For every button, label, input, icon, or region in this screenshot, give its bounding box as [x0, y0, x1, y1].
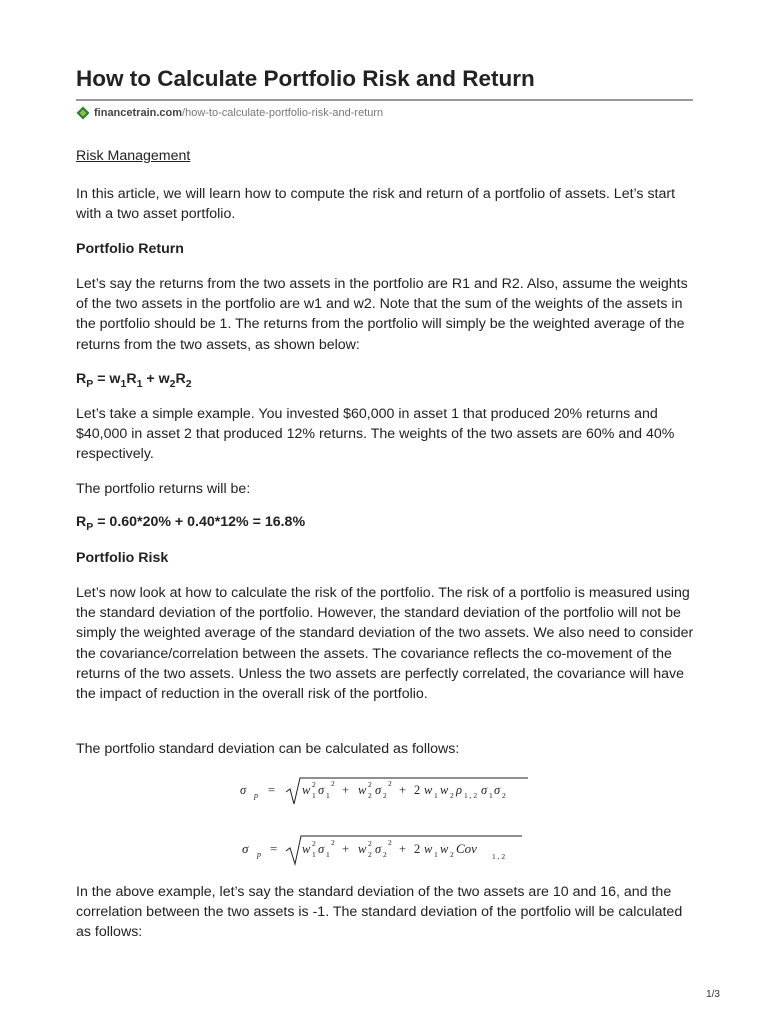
svg-text:2: 2 — [450, 791, 454, 800]
svg-text:w: w — [440, 783, 449, 797]
source-link[interactable] — [76, 106, 383, 120]
svg-text:σ: σ — [375, 842, 382, 856]
svg-text:+: + — [342, 783, 350, 797]
svg-text:2: 2 — [331, 779, 335, 788]
sd-correlation-equation — [236, 774, 536, 808]
svg-text:σ: σ — [481, 783, 488, 797]
svg-text:1 , 2: 1 , 2 — [492, 852, 506, 861]
svg-text:+: + — [342, 842, 350, 856]
svg-text:p: p — [257, 850, 261, 859]
svg-text:w: w — [440, 842, 449, 856]
intro-paragraph: In this article, we will learn how to compute the risk and return of a portfolio of assets. Let’s start with a two asset portfolio. — [76, 186, 676, 223]
svg-text:=: = — [270, 841, 278, 856]
svg-text:1 , 2: 1 , 2 — [464, 791, 478, 800]
svg-text:σ: σ — [240, 783, 247, 797]
return-paragraph: Let’s say the returns from the two assets in the portfolio are R1 and R2. Also, assume the weights of the two assets in the portfolio are w1 and w2. Note that the sum of the weights of the assets in the portfolio should be 1. The returns from the portfolio will simply be the weighted average of the returns from the two assets, as shown below: — [76, 276, 688, 353]
svg-text:w: w — [358, 783, 367, 797]
source-domain: financetrain.com — [94, 107, 183, 119]
svg-text:ρ: ρ — [456, 783, 462, 797]
source-path: /how-to-calculate-portfolio-risk-and-return — [182, 107, 384, 119]
svg-text:1: 1 — [312, 850, 316, 859]
svg-text:2: 2 — [414, 842, 421, 856]
svg-text:σ: σ — [375, 783, 382, 797]
svg-text:1: 1 — [434, 850, 438, 859]
svg-text:2: 2 — [383, 791, 387, 800]
financetrain-logo-icon — [76, 106, 90, 120]
svg-text:σ: σ — [318, 842, 325, 856]
svg-text:+: + — [399, 783, 407, 797]
svg-text:2: 2 — [368, 839, 372, 848]
heading-portfolio-risk: Portfolio Risk — [76, 550, 169, 566]
svg-text:2: 2 — [368, 850, 372, 859]
svg-text:w: w — [424, 783, 433, 797]
return-formula: $R_P = w_1R_1 + w_2R_2$ — [76, 371, 192, 390]
svg-text:σ: σ — [494, 783, 501, 797]
article-title: How to Calculate Portfolio Risk and Return — [76, 66, 535, 91]
svg-text:2: 2 — [383, 850, 387, 859]
svg-text:w: w — [302, 783, 311, 797]
svg-text:2: 2 — [502, 791, 506, 800]
heading-portfolio-return: Portfolio Return — [76, 241, 184, 257]
svg-text:2: 2 — [368, 791, 372, 800]
svg-text:2: 2 — [450, 850, 454, 859]
page-number: 1/3 — [706, 989, 720, 1000]
category-link[interactable]: Risk Management — [76, 148, 191, 164]
svg-text:1: 1 — [326, 791, 330, 800]
svg-text:2: 2 — [388, 838, 392, 847]
svg-text:2: 2 — [388, 779, 392, 788]
risk-paragraph: Let’s now look at how to calculate the risk of the portfolio. The risk of a portfolio is measured using the standard deviation of the portfolio. However, the standard deviation of the portfolio will not be simply the weighted average of the standard deviation of the two assets. We also need to consider the covariance/correlation between the assets. The covariance reflects the co-movement of the returns of the two assets. Unless the two assets are perfectly correlated, the covariance will have the impact of reduction in the overall risk of the portfolio. — [76, 585, 694, 703]
svg-text:σ: σ — [318, 783, 325, 797]
svg-text:1: 1 — [326, 850, 330, 859]
result-formula: $R_P = 0.60*20\% + 0.40*12\% = 16.8\%$ — [76, 514, 306, 533]
svg-text:2: 2 — [331, 838, 335, 847]
svg-text:1: 1 — [434, 791, 438, 800]
sd-intro-text: The portfolio standard deviation can be calculated as follows: — [76, 741, 460, 757]
svg-text:w: w — [302, 842, 311, 856]
svg-text:w: w — [358, 842, 367, 856]
svg-text:2: 2 — [312, 780, 316, 789]
svg-text:Cov: Cov — [456, 841, 477, 856]
example2-paragraph: In the above example, let’s say the standard deviation of the two assets are 10 and 16, and the correlation between the two assets is -1. The standard deviation of the portfolio will be calculated as follows: — [76, 884, 683, 941]
example-paragraph: Let’s take a simple example. You invested $60,000 in asset 1 that produced 20% returns and $40,000 in asset 2 that produced 12% returns. The weights of the two assets are 60% and 40% respectively. — [76, 406, 675, 463]
sd-covariance-equation — [238, 831, 538, 867]
svg-text:p: p — [254, 791, 258, 800]
returns-will-be-text: The portfolio returns will be: — [76, 481, 251, 497]
title-divider — [76, 99, 693, 101]
svg-text:2: 2 — [312, 839, 316, 848]
svg-text:w: w — [424, 842, 433, 856]
svg-text:1: 1 — [489, 791, 493, 800]
svg-text:+: + — [399, 842, 407, 856]
svg-text:2: 2 — [368, 780, 372, 789]
svg-text:=: = — [268, 783, 276, 797]
svg-text:1: 1 — [312, 791, 316, 800]
svg-text:σ: σ — [242, 841, 249, 856]
svg-text:2: 2 — [414, 783, 421, 797]
